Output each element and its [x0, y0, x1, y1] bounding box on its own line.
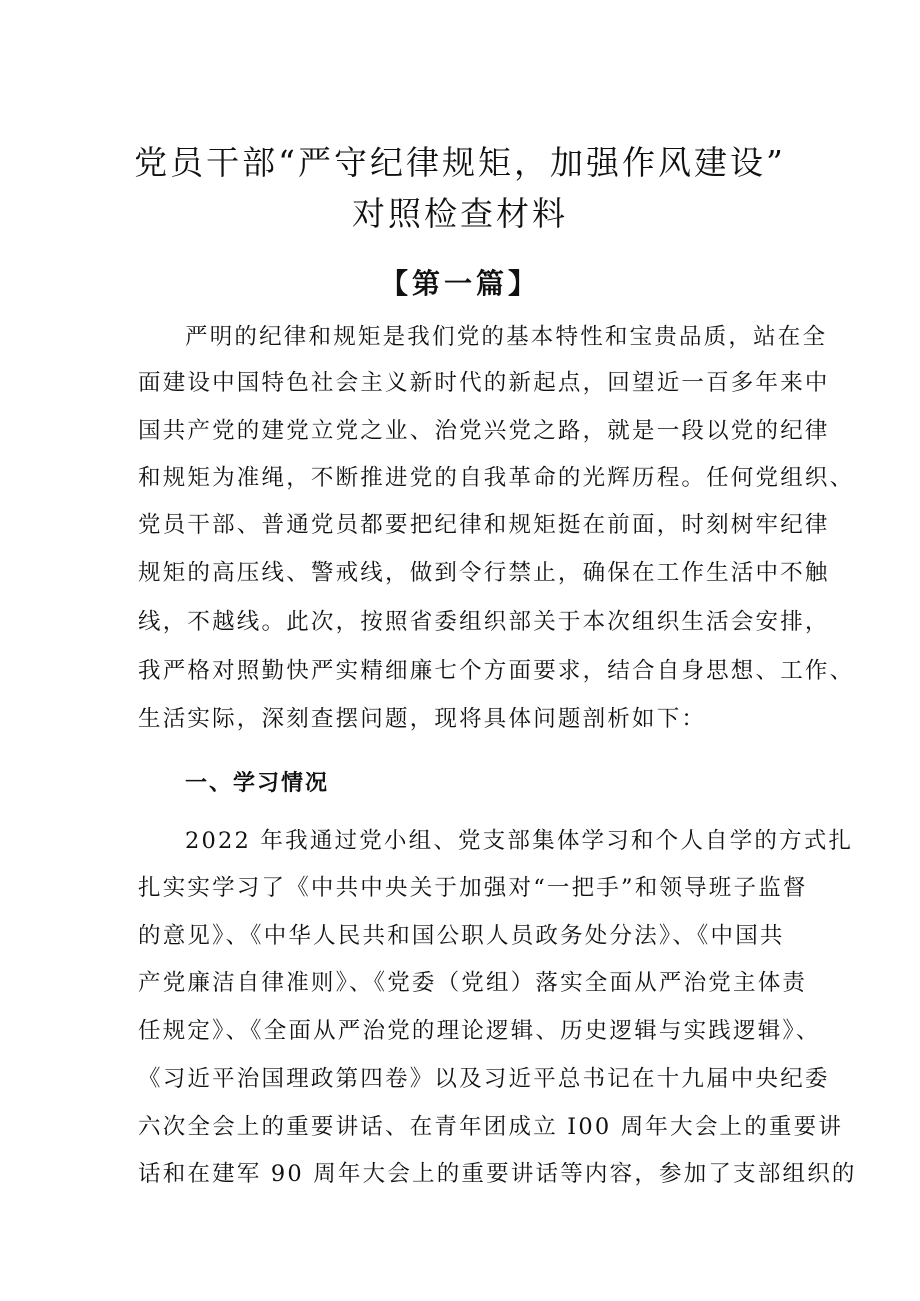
study-line-7: 六次全会上的重要讲话、在青年团成立 I00 周年大会上的重要讲 — [138, 1114, 844, 1140]
document-title-line-2: 对照检查材料 — [352, 194, 568, 233]
intro-line-7: 线，不越线。此次，按照省委组织部关于本次组织生活会安排， — [138, 609, 830, 635]
study-line-8: 话和在建军 90 周年大会上的重要讲话等内容，参加了支部组织的 — [138, 1161, 857, 1187]
intro-line-3: 国共产党的建党立党之业、治党兴党之路，就是一段以党的纪律 — [138, 418, 830, 444]
study-subheading: 一、学习情况 — [185, 771, 330, 796]
study-line-1: 2022 年我通过党小组、党支部集体学习和个人自学的方式扎 — [185, 828, 854, 854]
intro-line-1: 严明的纪律和规矩是我们党的基本特性和宝贵品质，站在全 — [185, 324, 828, 350]
intro-line-8: 我严格对照勤快严实精细廉七个方面要求，结合自身思想、工作、 — [138, 658, 855, 684]
study-line-2: 扎实实学习了《中共中央关于加强对“一把手”和领导班子监督 — [138, 875, 808, 901]
study-line-4: 产党廉洁自律准则》、《党委（党组）落实全面从严治党主体责 — [138, 970, 808, 996]
study-line-3: 的意见》、《中华人民共和国公职人员政务处分法》、《中国共 — [138, 923, 785, 949]
intro-line-4: 和规矩为准绳，不断推进党的自我革命的光辉历程。任何党组织、 — [138, 465, 855, 491]
intro-line-9: 生活实际，深刻查摆问题，现将具体问题剖析如下： — [138, 706, 707, 732]
study-line-5: 任规定》、《全面从严治党的理论逻辑、历史逻辑与实践逻辑》、 — [138, 1018, 821, 1044]
section-heading: 【第一篇】 — [379, 267, 540, 300]
intro-line-6: 规矩的高压线、警戒线，做到令行禁止，确保在工作生活中不触 — [138, 560, 830, 586]
intro-line-5: 党员干部、普通党员都要把纪律和规矩挺在前面，时刻树牢纪律 — [138, 512, 830, 538]
document-title-line-1: 党员干部“严守纪律规矩，加强作风建设” — [134, 143, 786, 182]
study-line-6: 《习近平治国理政第四卷》以及习近平总书记在十九届中央纪委 — [138, 1066, 830, 1092]
intro-line-2: 面建设中国特色社会主义新时代的新起点，回望近一百多年来中 — [138, 370, 830, 396]
